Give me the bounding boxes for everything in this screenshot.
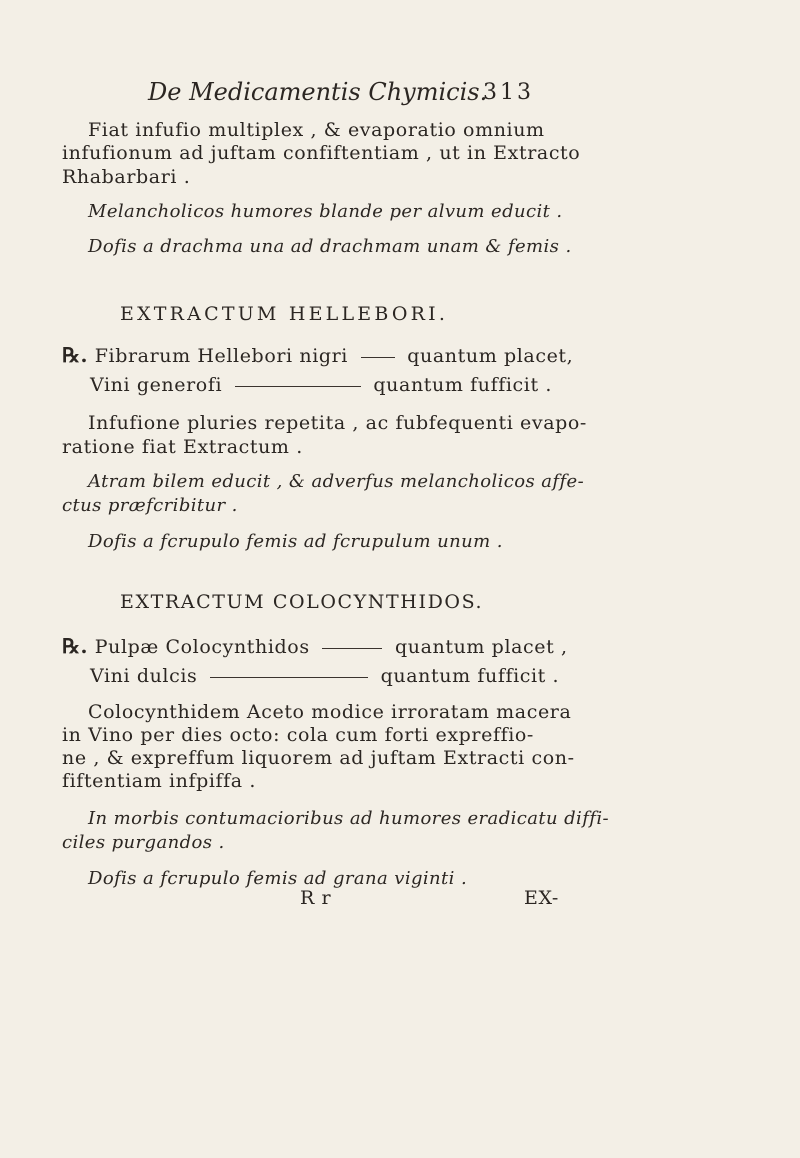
running-header: De Medicamentis Chymicis. <box>148 78 488 106</box>
dash-rule <box>361 357 395 358</box>
paragraph-line: infufionum ad juftam confiftentiam , ut in Extracto <box>62 142 581 164</box>
section-heading: EXTRACTUM HELLEBORI. <box>120 303 449 325</box>
paragraph-line: ne , & expreffum liquorem ad juftam Extracti con- <box>62 747 575 769</box>
catchword: EX- <box>524 887 559 909</box>
recipe-line <box>62 343 573 368</box>
recipe-line <box>90 373 552 397</box>
paragraph-line: Colocynthidem Aceto modice irroratam macera <box>88 701 572 723</box>
dash-rule <box>235 386 361 387</box>
amount: quantum placet , <box>394 636 568 658</box>
usage-note: ctus præfcribitur . <box>62 495 238 516</box>
paragraph-line: in Vino per dies octo: cola cum forti expreffio- <box>62 724 534 746</box>
amount: quantum placet, <box>407 345 574 367</box>
recipe-symbol: ℞. <box>62 343 89 367</box>
usage-note: In morbis contumacioribus ad humores eradicatu diffi- <box>88 808 609 829</box>
usage-note: ciles purgandos . <box>62 832 225 853</box>
paragraph-line: Rhabarbari . <box>62 166 191 188</box>
recipe-line <box>62 634 568 659</box>
ingredient: Vini dulcis <box>90 665 198 687</box>
dose-note: Dofis a fcrupulo femis ad fcrupulum unum . <box>88 531 503 552</box>
amount: quantum fufficit . <box>373 374 552 396</box>
dash-rule <box>322 648 382 649</box>
amount: quantum fufficit . <box>380 665 560 687</box>
dose-note: Dofis a drachma una ad drachmam unam & femis . <box>88 236 572 257</box>
dose-note: Dofis a fcrupulo femis ad grana viginti . <box>88 868 468 889</box>
ingredient: Pulpæ Colocynthidos <box>94 636 310 658</box>
paragraph-line: fiftentiam infpiffa . <box>62 770 257 792</box>
recipe-line <box>90 664 559 688</box>
paragraph-line: ratione fiat Extractum . <box>62 436 303 458</box>
paragraph-line: Fiat infufio multiplex , & evaporatio omnium <box>88 119 545 141</box>
page-number: 313 <box>483 80 534 105</box>
usage-note: Atram bilem educit , & adverfus melancholicos affe- <box>88 471 585 492</box>
dash-rule <box>210 677 368 678</box>
recipe-symbol: ℞. <box>62 634 89 658</box>
ingredient: Fibrarum Hellebori nigri <box>94 345 348 367</box>
signature-mark: R r <box>300 887 332 909</box>
paragraph-line: Infufione pluries repetita , ac fubfequenti evapo- <box>88 412 587 434</box>
section-heading: EXTRACTUM COLOCYNTHIDOS. <box>120 591 484 613</box>
ingredient: Vini generofi <box>90 374 223 396</box>
usage-note: Melancholicos humores blande per alvum educit . <box>88 201 563 222</box>
